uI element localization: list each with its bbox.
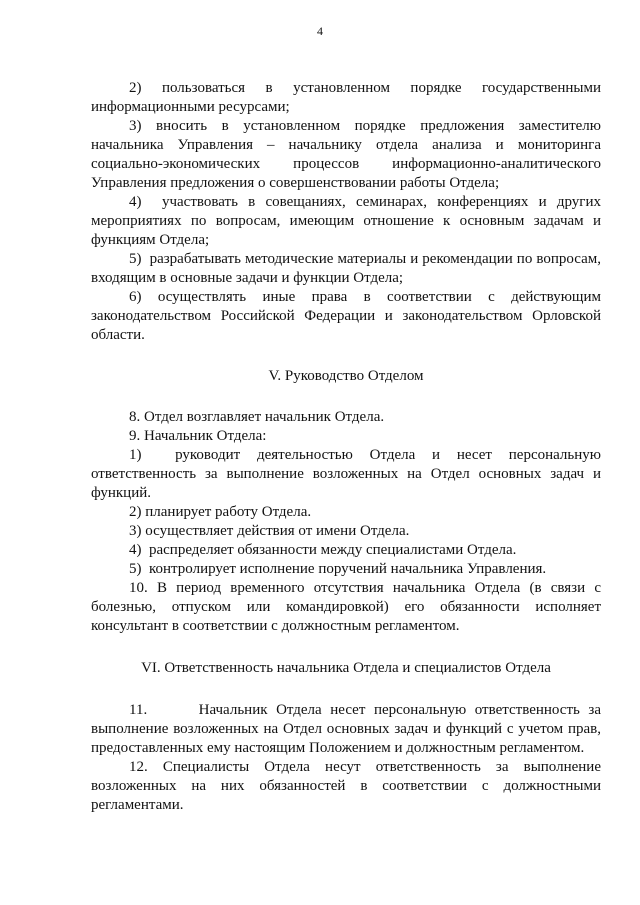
section-v-item-9-5: 5) контролирует исполнение поручений начальника Управления.	[129, 561, 547, 577]
section-v-heading: V. Руководство Отделом	[268, 368, 424, 384]
section-v-item-9-1: 1) руководит деятельностью Отдела и несет персональную ответственность за выполнение возложенных на Отдел основных задач и функций.	[91, 447, 601, 501]
section-v-item-9-2: 2) планирует работу Отдела.	[129, 504, 312, 520]
section-iv-item-6: 6) осуществлять иные права в соответствии с действующим законодательством Российской Федерации и законодательством Орловской области.	[91, 289, 601, 343]
section-v-item-9-4: 4) распределяет обязанности между специалистами Отдела.	[129, 542, 517, 558]
section-iv-item-2: 2) пользоваться в установленном порядке государственными информационными ресурсами;	[91, 80, 601, 115]
section-vi-item-12: 12. Специалисты Отдела несут ответственность за выполнение возложенных на них обязанностей в соответствии с должностными регламентами.	[91, 759, 601, 813]
section-v-item-9-3: 3) осуществляет действия от имени Отдела.	[129, 523, 410, 539]
section-vi-item-11: 11. Начальник Отдела несет персональную ответственность за выполнение возложенных на Отдел основных задач и функций с учетом прав, предоставленных ему настоящим Положением и должностным регламентом.	[91, 702, 601, 756]
document-body	[91, 79, 601, 815]
page-number: 4	[317, 24, 323, 38]
section-iv-item-4: 4) участвовать в совещаниях, семинарах, конференциях и других мероприятиях по вопросам, имеющим отношение к основным задачам и функциям Отдела;	[91, 194, 601, 248]
section-iv-item-5: 5) разрабатывать методические материалы и рекомендации по вопросам, входящим в основные задачи и функции Отдела;	[91, 251, 601, 286]
section-v-item-10: 10. В период временного отсутствия начальника Отдела (в связи с болезнью, отпуском или командировкой) его обязанности исполняет консультант в соответствии с должностным регламентом.	[91, 580, 601, 634]
section-v-item-8: 8. Отдел возглавляет начальник Отдела.	[129, 409, 385, 425]
section-vi-heading: VI. Ответственность начальника Отдела и специалистов Отдела	[141, 660, 551, 676]
section-iv-item-3: 3) вносить в установленном порядке предложения заместителю начальника Управления – начальнику отдела анализа и мониторинга социально-экономических процессов информационно-аналитического Управления предложения о совершенствовании работы Отдела;	[91, 118, 601, 191]
section-v-item-9: 9. Начальник Отдела:	[129, 428, 267, 444]
